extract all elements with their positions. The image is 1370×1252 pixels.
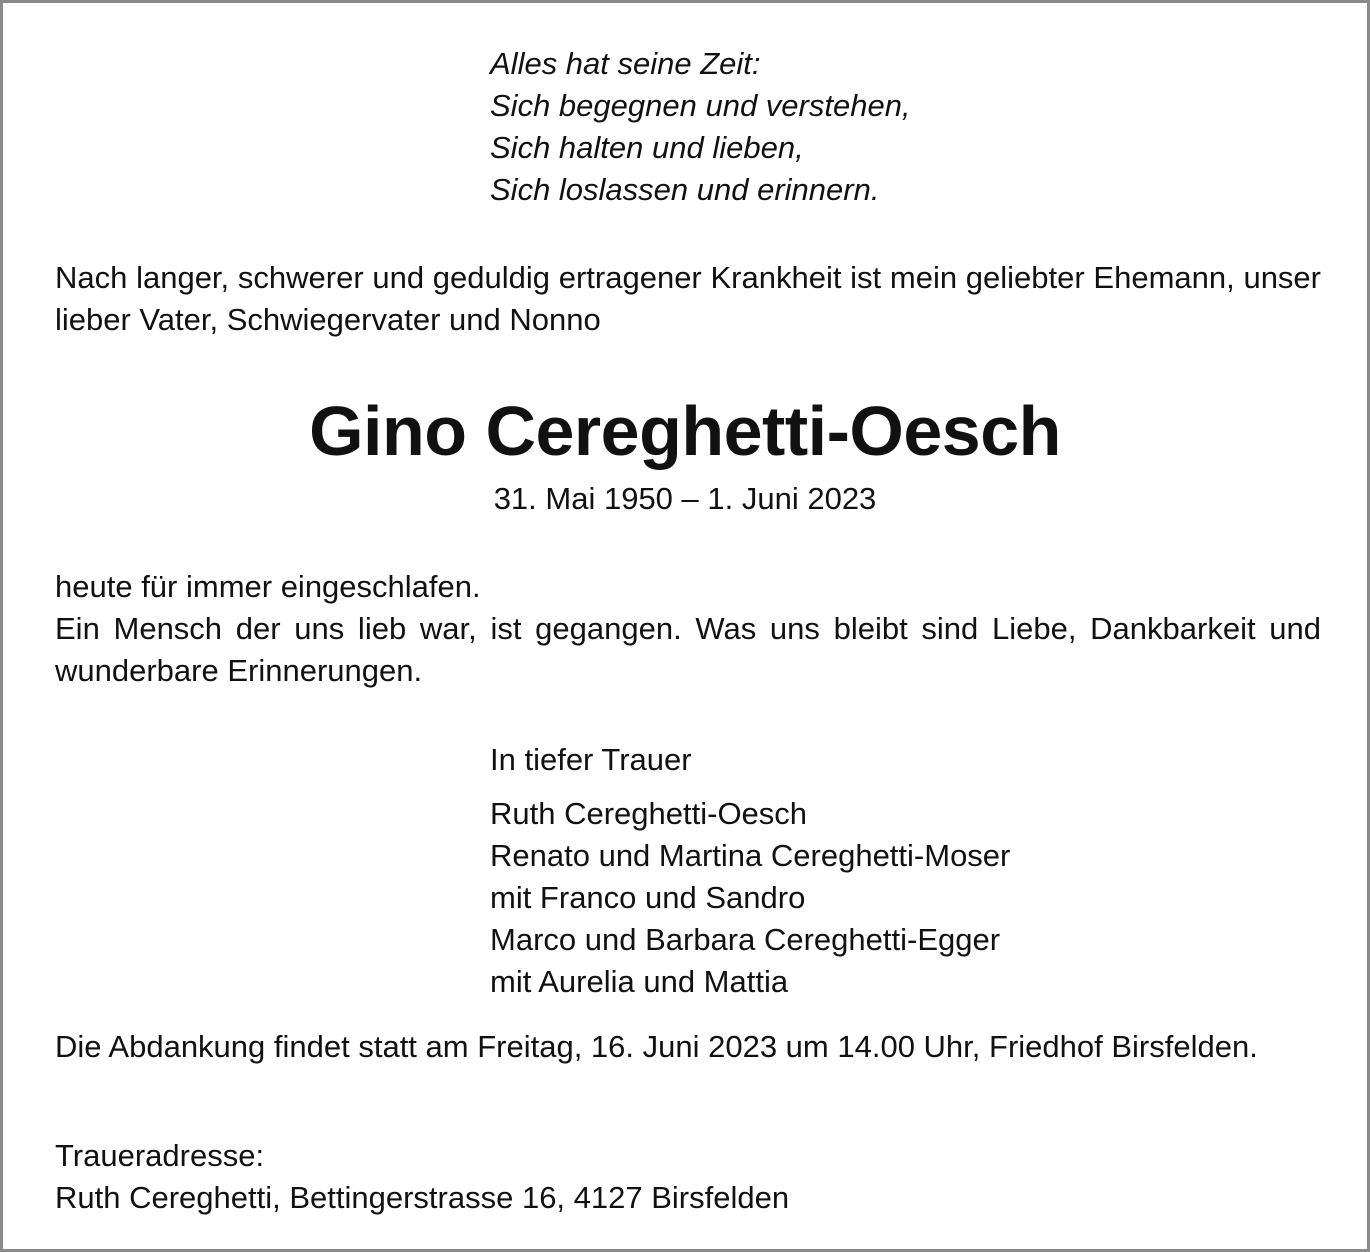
poem-line-3: Sich halten und lieben, (490, 130, 804, 165)
deceased-name: Gino Cereghetti-Oesch (309, 392, 1061, 470)
mourner-1: Ruth Cereghetti-Oesch (490, 796, 808, 831)
mourner-4: Marco und Barbara Cereghetti-Egger (490, 922, 1001, 957)
mourner-5: mit Aurelia und Mattia (490, 964, 789, 999)
mourner-2: Renato und Martina Cereghetti-Moser (490, 838, 1011, 873)
mourners-list (490, 793, 1010, 1003)
poem-line-2: Sich begegnen und verstehen, (490, 88, 911, 123)
mourning-heading: In tiefer Trauer (490, 742, 692, 777)
mourner-3: mit Franco und Sandro (490, 880, 806, 915)
ceremony-info: Die Abdankung findet statt am Freitag, 16. Juni 2023 um 14.00 Uhr, Friedhof Birsfelden. (55, 1029, 1258, 1064)
poem (490, 43, 911, 211)
life-dates: 31. Mai 1950 – 1. Juni 2023 (493, 481, 877, 516)
poem-line-1: Alles hat seine Zeit: (490, 46, 761, 81)
passed-line-1: heute für immer eingeschlafen. (55, 569, 481, 604)
poem-line-4: Sich loslassen und erinnern. (490, 172, 880, 207)
address-label: Traueradresse: (55, 1138, 265, 1173)
intro-text: Nach langer, schwerer und geduldig ertragener Krankheit ist mein geliebter Ehemann, unser lieber Vater, Schwiegervater und Nonno (55, 260, 1321, 337)
passed-line-2: Ein Mensch der uns lieb war, ist gegangen. Was uns bleibt sind Liebe, Dankbarkeit und wunderbare Erinnerungen. (55, 611, 1321, 688)
address-text: Ruth Cereghetti, Bettingerstrasse 16, 4127 Birsfelden (55, 1180, 790, 1215)
passed-text (55, 566, 1321, 692)
